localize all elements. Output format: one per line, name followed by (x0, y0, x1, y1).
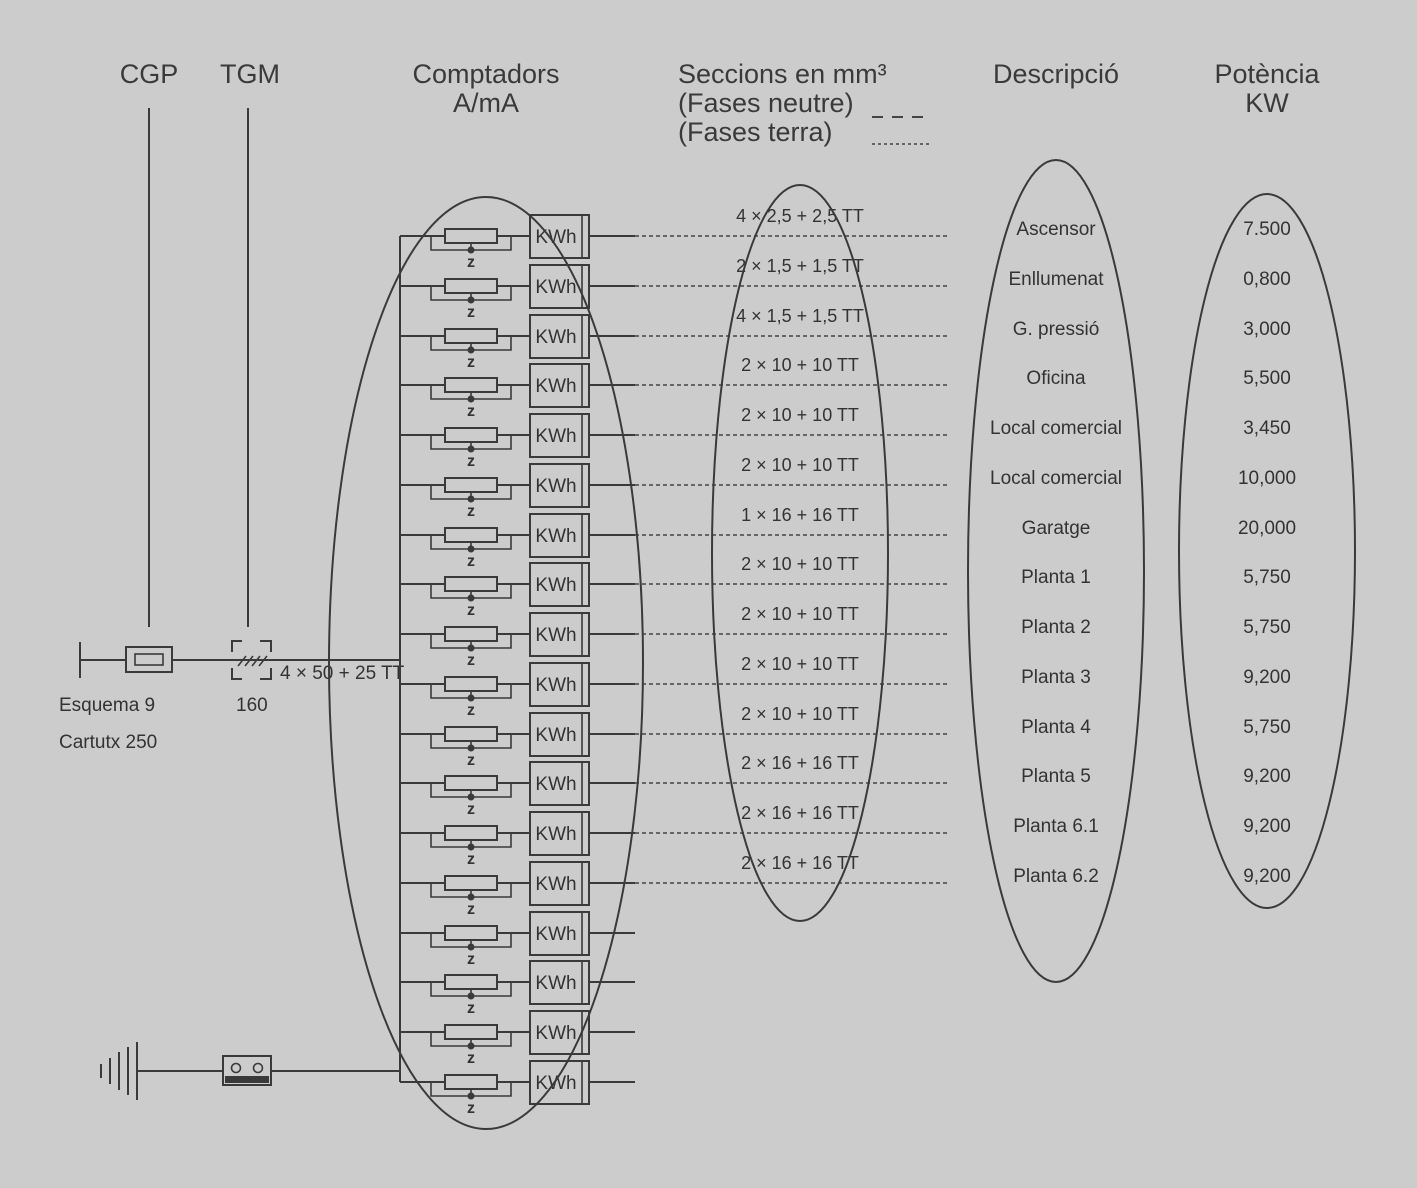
circuit-row (635, 654, 1291, 688)
kwh-label: KWh (535, 376, 577, 397)
meter-unit (400, 663, 635, 719)
circuit-section: 2 × 1,5 + 1,5 TT (736, 256, 864, 276)
earth-terminal-icon (223, 1056, 400, 1085)
circuit-description: Garatge (1021, 518, 1091, 539)
breaker-label: z (467, 1050, 475, 1067)
circuit-description: Planta 4 (1021, 717, 1091, 738)
header-comptadors-unit: A/mA (452, 88, 520, 118)
meter-unit (400, 563, 635, 619)
breaker-label: z (467, 752, 475, 769)
breaker-label: z (467, 503, 475, 520)
kwh-label: KWh (535, 725, 577, 746)
circuit-row (635, 256, 1291, 290)
meter-unit (400, 812, 635, 868)
kwh-label: KWh (535, 426, 577, 447)
header-seccions: Seccions en mm³ (678, 59, 887, 89)
kwh-label: KWh (535, 973, 577, 994)
breaker-label: z (467, 403, 475, 420)
cgp-fuse-icon (126, 647, 172, 672)
breaker-icon (400, 876, 530, 918)
circuit-section: 2 × 16 + 16 TT (741, 853, 859, 873)
kwh-label: KWh (535, 675, 577, 696)
breaker-label: z (467, 453, 475, 470)
kwh-label: KWh (535, 874, 577, 895)
breaker-label: z (467, 553, 475, 570)
circuit-section: 2 × 10 + 10 TT (741, 405, 859, 425)
breaker-icon (400, 627, 530, 669)
kwh-label: KWh (535, 1073, 577, 1094)
cgp-cartutx-label: Cartutx 250 (59, 732, 158, 753)
circuit-row (635, 704, 1291, 738)
circuit-power: 9,200 (1243, 766, 1291, 787)
circuit-power: 9,200 (1243, 667, 1291, 688)
kwh-meter-icon (530, 514, 635, 557)
kwh-label: KWh (535, 277, 577, 298)
breaker-label: z (467, 1100, 475, 1117)
breaker-label: z (467, 304, 475, 321)
meter-unit (400, 862, 635, 918)
circuit-description: Planta 2 (1021, 617, 1091, 638)
header-comptadors: Comptadors (412, 59, 560, 89)
tgm-rating-label: 160 (236, 695, 268, 716)
meter-unit (400, 364, 635, 420)
header-fases-neutre: (Fases neutre) (678, 88, 854, 118)
kwh-label: KWh (535, 575, 577, 596)
kwh-meter-icon (530, 961, 635, 1004)
circuit-section: 2 × 10 + 10 TT (741, 604, 859, 624)
meter-unit (400, 464, 635, 520)
circuit-row (635, 604, 1291, 638)
kwh-meter-icon (530, 265, 635, 308)
breaker-label: z (467, 354, 475, 371)
breaker-icon (400, 229, 530, 271)
circuit-power: 7.500 (1243, 219, 1291, 240)
circuit-power: 5,750 (1243, 567, 1291, 588)
circuit-description: Planta 1 (1021, 567, 1091, 588)
header-potencia: Potència (1214, 59, 1320, 89)
kwh-meter-icon (530, 364, 635, 407)
breaker-icon (400, 926, 530, 968)
circuit-power: 0,800 (1243, 269, 1291, 290)
header-potencia-unit: KW (1245, 88, 1289, 118)
kwh-meter-icon (530, 1061, 635, 1104)
circuit-row (635, 405, 1291, 439)
circuit-section: 2 × 16 + 16 TT (741, 753, 859, 773)
circuit-section: 2 × 10 + 10 TT (741, 554, 859, 574)
circuit-description: Planta 5 (1021, 766, 1091, 787)
meter-unit (400, 961, 635, 1017)
circuit-power: 3,000 (1243, 319, 1291, 340)
breaker-icon (400, 677, 530, 719)
circuit-row (635, 753, 1291, 787)
circuit-section: 2 × 10 + 10 TT (741, 704, 859, 724)
breaker-icon (400, 378, 530, 420)
breaker-icon (400, 279, 530, 321)
circuit-section: 1 × 16 + 16 TT (741, 505, 859, 525)
circuit-description: Planta 6.2 (1013, 866, 1099, 887)
meter-unit (400, 414, 635, 470)
circuit-row (635, 803, 1291, 837)
meter-unit (400, 762, 635, 818)
circuit-row (635, 853, 1291, 887)
kwh-meter-icon (530, 762, 635, 805)
breaker-icon (400, 478, 530, 520)
circuit-description: Planta 6.1 (1013, 816, 1099, 837)
kwh-meter-icon (530, 315, 635, 358)
meter-unit (400, 613, 635, 669)
kwh-label: KWh (535, 526, 577, 547)
circuit-row (635, 455, 1296, 489)
breaker-icon (400, 577, 530, 619)
kwh-label: KWh (535, 625, 577, 646)
circuit-description: G. pressió (1012, 319, 1100, 340)
circuit-row (635, 505, 1296, 539)
breaker-icon (400, 826, 530, 868)
main-cable-label: 4 × 50 + 25 TT (280, 663, 405, 684)
breaker-label: z (467, 951, 475, 968)
breaker-label: z (467, 702, 475, 719)
breaker-icon (400, 329, 530, 371)
header-tgm: TGM (220, 59, 280, 89)
potencia-ellipse (1179, 194, 1355, 908)
circuit-description: Enllumenat (1008, 269, 1104, 290)
circuit-section: 2 × 10 + 10 TT (741, 654, 859, 674)
header-fases-terra: (Fases terra) (678, 117, 833, 147)
kwh-label: KWh (535, 327, 577, 348)
meter-unit (400, 1061, 635, 1117)
meter-unit (400, 514, 635, 570)
circuit-power: 20,000 (1237, 518, 1297, 539)
circuit-description: Oficina (1026, 368, 1086, 389)
breaker-label: z (467, 901, 475, 918)
breaker-label: z (467, 652, 475, 669)
meter-unit (400, 912, 635, 968)
breaker-icon (400, 1025, 530, 1067)
kwh-meter-icon (530, 663, 635, 706)
breaker-icon (400, 776, 530, 818)
circuit-row (635, 554, 1291, 588)
meter-unit (400, 713, 635, 769)
kwh-meter-icon (530, 464, 635, 507)
breaker-label: z (467, 254, 475, 271)
kwh-label: KWh (535, 924, 577, 945)
kwh-label: KWh (535, 774, 577, 795)
kwh-meter-icon (530, 563, 635, 606)
circuit-description: Planta 3 (1021, 667, 1091, 688)
circuit-row (635, 206, 1291, 240)
circuit-description: Local comercial (990, 468, 1122, 489)
circuit-power: 3,450 (1243, 418, 1291, 439)
circuit-power: 5,750 (1243, 717, 1291, 738)
breaker-label: z (467, 1000, 475, 1017)
cgp-esquema-label: Esquema 9 (59, 695, 156, 716)
header-descripcio: Descripció (992, 59, 1120, 89)
circuit-section: 4 × 2,5 + 2,5 TT (736, 206, 864, 226)
earth-ground-icon (101, 1042, 223, 1100)
meter-unit (400, 1011, 635, 1067)
breaker-icon (400, 1075, 530, 1117)
circuit-power: 9,200 (1243, 816, 1291, 837)
breaker-label: z (467, 851, 475, 868)
circuit-section: 4 × 1,5 + 1,5 TT (736, 306, 864, 326)
circuit-section: 2 × 10 + 10 TT (741, 455, 859, 475)
kwh-label: KWh (535, 227, 577, 248)
kwh-meter-icon (530, 812, 635, 855)
circuit-section: 2 × 16 + 16 TT (741, 803, 859, 823)
circuit-power: 5,500 (1243, 368, 1291, 389)
breaker-icon (400, 428, 530, 470)
kwh-meter-icon (530, 613, 635, 656)
kwh-label: KWh (535, 1023, 577, 1044)
circuit-power: 10,000 (1237, 468, 1297, 489)
breaker-label: z (467, 801, 475, 818)
kwh-label: KWh (535, 476, 577, 497)
kwh-meter-icon (530, 912, 635, 955)
breaker-icon (400, 727, 530, 769)
breaker-icon (400, 528, 530, 570)
breaker-icon (400, 975, 530, 1017)
circuit-power: 9,200 (1243, 866, 1291, 887)
kwh-meter-icon (530, 215, 635, 258)
header-cgp: CGP (119, 59, 179, 89)
circuit-power: 5,750 (1243, 617, 1291, 638)
circuit-section: 2 × 10 + 10 TT (741, 355, 859, 375)
kwh-meter-icon (530, 713, 635, 756)
meter-unit (400, 265, 635, 321)
circuit-description: Local comercial (990, 418, 1122, 439)
circuit-description: Ascensor (1016, 219, 1096, 240)
breaker-label: z (467, 602, 475, 619)
kwh-meter-icon (530, 862, 635, 905)
kwh-label: KWh (535, 824, 577, 845)
